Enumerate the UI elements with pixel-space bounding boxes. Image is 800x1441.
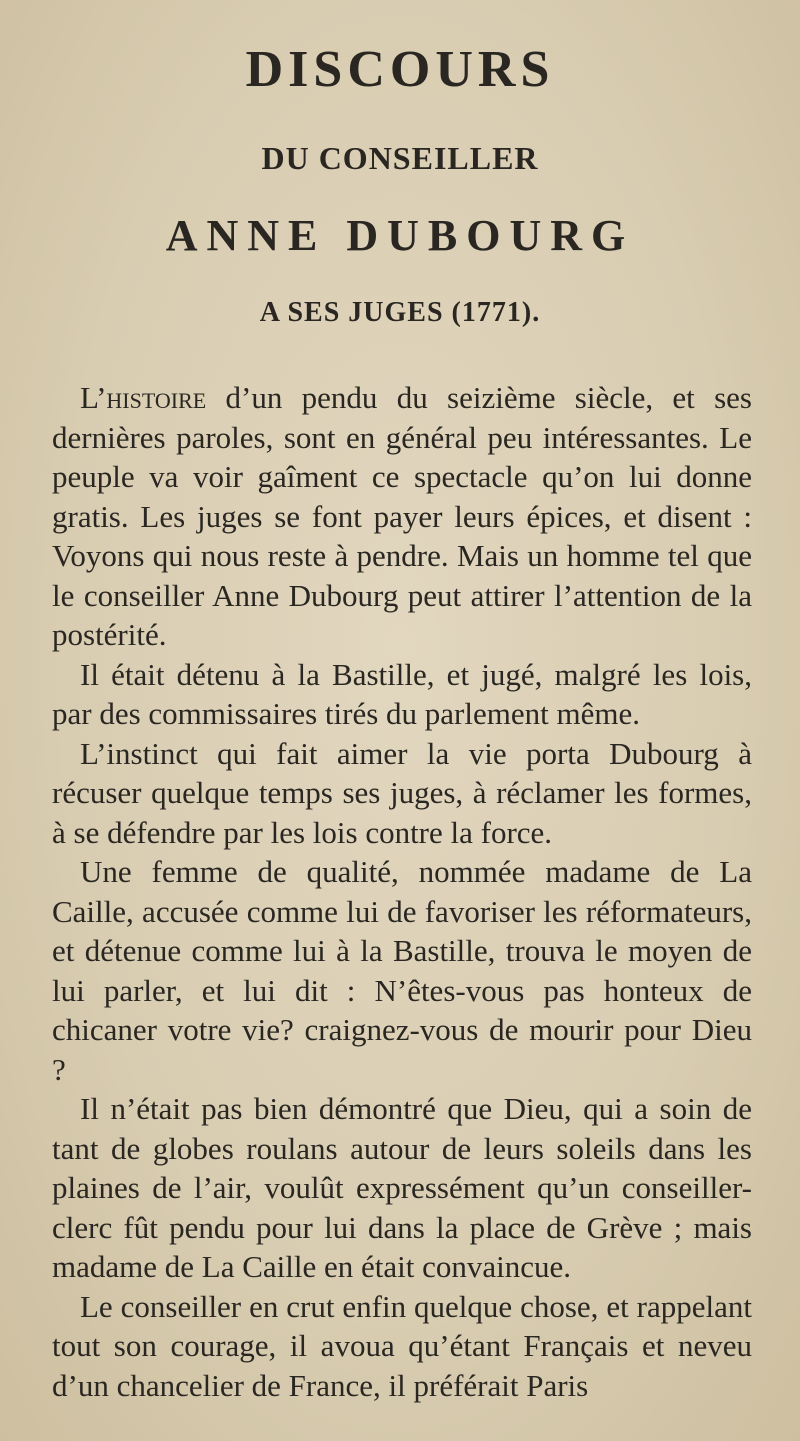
paragraph-5: Il n’était pas bien démontré que Dieu, qui a soin de tant de globes roulans autour de leurs soleils dans les plaines de l’air, voulût expressément qu’un conseiller-clerc fût pendu pour lui dans la place de Grève ; mais madame de La Caille en était convaincue. xyxy=(52,1091,752,1284)
author-name: ANNE DUBOURG xyxy=(165,211,635,260)
page-title: DISCOURS xyxy=(245,41,555,98)
paragraph-2: Il était détenu à la Bastille, et jugé, malgré les lois, par des commissaires tirés du parlement même. xyxy=(52,656,752,731)
paragraph-1-lead: L’histoire xyxy=(80,380,207,415)
paragraph-3: L’instinct qui fait aimer la vie porta Dubourg à récuser quelque temps ses juges, à réclamer les formes, à se défendre par les lois contre la force. xyxy=(52,735,752,850)
body-text xyxy=(52,378,752,1405)
paragraph-4: Une femme de qualité, nommée madame de La Caille, accusée comme lui de favoriser les réformateurs, et détenue comme lui à la Bastille, trouva le moyen de lui parler, et lui dit : N’êtes-vous pas honteux de chicaner votre vie? craignez-vous de mourir pour Dieu ? xyxy=(52,854,752,1087)
paragraph-1 xyxy=(52,378,752,655)
paragraph-1-text: d’un pendu du seizième siècle, et ses dernières paroles, sont en général peu intéressantes. Le peuple va voir gaîment ce spectacle qu’on lui donne gratis. Les juges se font payer leurs épices, et disent : Voyons qui nous reste à pendre. Mais un homme tel que le conseiller Anne Dubourg peut attirer l’attention de la postérité. xyxy=(52,380,752,652)
page-subtitle: DU CONSEILLER xyxy=(261,140,539,176)
paragraph-6: Le conseiller en crut enfin quelque chose, et rappelant tout son courage, il avoua qu’étant Français et neveu d’un chancelier de France, il préférait Paris xyxy=(52,1288,752,1403)
dedication-line: A SES JUGES (1771). xyxy=(259,297,541,328)
